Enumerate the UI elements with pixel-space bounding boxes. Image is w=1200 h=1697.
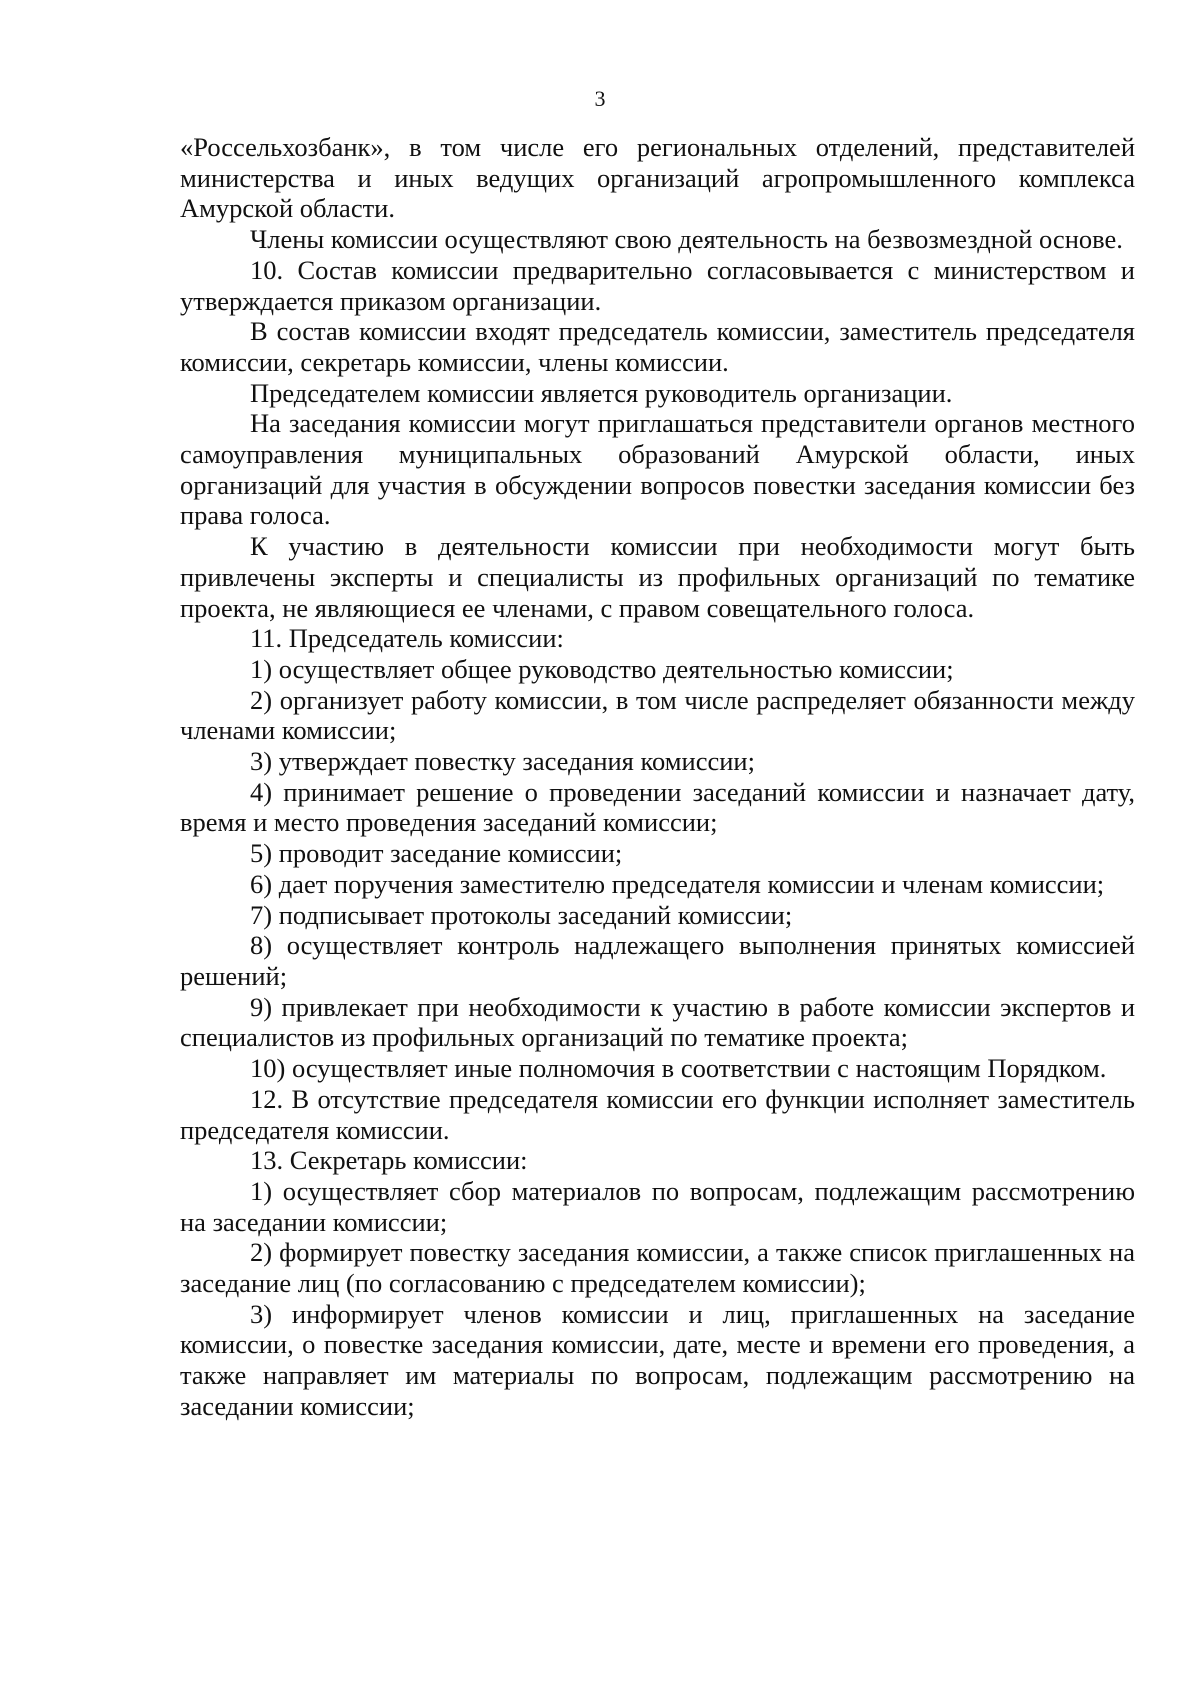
list-item: 2) формирует повестку заседания комиссии, а также список приглашенных на заседание лиц (по согласованию с председателем комиссии); (180, 1237, 1135, 1299)
list-item: 2) организует работу комиссии, в том числе распределяет обязанности между членами комиссии; (180, 684, 1135, 746)
list-item: 7) подписывает протоколы заседаний комиссии; (250, 899, 793, 930)
list-item: 1) осуществляет сбор материалов по вопросам, подлежащим рассмотрению на заседании комиссии; (180, 1175, 1135, 1237)
section-heading: 13. Секретарь комиссии: (250, 1145, 528, 1176)
list-item: 9) привлекает при необходимости к участию в работе комиссии экспертов и специалистов из профильных организаций по тематике проекта; (180, 991, 1135, 1053)
document-body (180, 132, 1135, 1422)
paragraph: Члены комиссии осуществляют свою деятельность на безвозмездной основе. (250, 224, 1123, 255)
list-item: 5) проводит заседание комиссии; (250, 838, 623, 869)
list-item: 8) осуществляет контроль надлежащего выполнения принятых комиссией решений; (180, 930, 1135, 991)
paragraph: 12. В отсутствие председателя комиссии его функции исполняет заместитель председателя комиссии. (180, 1083, 1135, 1145)
section-heading: 11. Председатель комиссии: (250, 623, 564, 654)
paragraph: На заседания комиссии могут приглашаться представители органов местного самоуправления муниципальных образований Амурской области, иных организаций для участия в обсуждении вопросов повестки заседания комиссии без права голоса. (180, 408, 1135, 531)
list-item: 10) осуществляет иные полномочия в соответствии с настоящим Порядком. (250, 1053, 1107, 1084)
list-item: 1) осуществляет общее руководство деятельностью комиссии; (250, 653, 954, 684)
list-item: 6) дает поручения заместителю председателя комиссии и членам комиссии; (250, 868, 1105, 899)
paragraph: 10. Состав комиссии предварительно согласовывается с министерством и утверждается приказом организации. (180, 254, 1135, 316)
paragraph: К участию в деятельности комиссии при необходимости могут быть привлечены эксперты и специалисты из профильных организаций по тематике проекта, не являющиеся ее членами, с правом совещательного голоса. (180, 531, 1135, 623)
list-item: 4) принимает решение о проведении заседаний комиссии и назначает дату, время и место проведения заседаний комиссии; (180, 776, 1135, 838)
list-item: 3) информирует членов комиссии и лиц, приглашенных на заседание комиссии, о повестке заседания комиссии, дате, месте и времени его проведения, а также направляет им материалы по вопросам, подлежащим рассмотрению на заседании комиссии; (180, 1298, 1135, 1421)
paragraph: Председателем комиссии является руководитель организации. (250, 377, 953, 408)
paragraph: «Россельхозбанк», в том числе его региональных отделений, представителей министерства и иных ведущих организаций агропромышленного комплекса Амурской области. (180, 132, 1135, 224)
paragraph: В состав комиссии входят председатель комиссии, заместитель председателя комиссии, секретарь комиссии, члены комиссии. (180, 316, 1135, 377)
page-number: 3 (594, 86, 606, 111)
list-item: 3) утверждает повестку заседания комиссии; (250, 746, 755, 777)
